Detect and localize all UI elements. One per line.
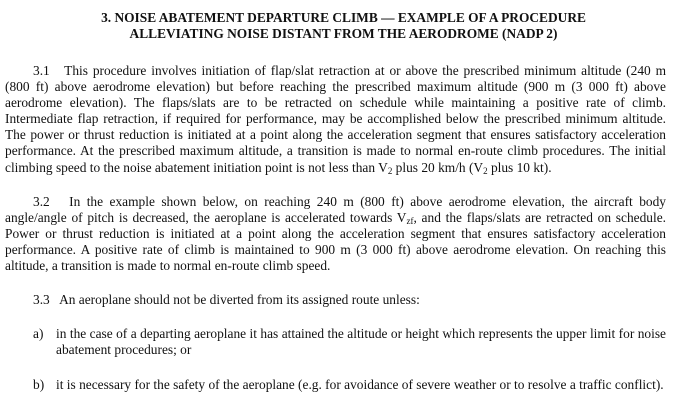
paragraph-3-1 bbox=[5, 63, 666, 176]
paragraph-text: In the example shown below, on reaching 240 m (800 ft) above aerodrome elevation, the aircraft body angle/angle of pitch is decreased, the aeroplane is accelerated towards V bbox=[5, 194, 666, 226]
list-item-text: it is necessary for the safety of the aeroplane (e.g. for avoidance of severe weather or to resolve a traffic conflict). bbox=[56, 377, 664, 392]
list-item-text: in the case of a departing aeroplane it has attained the altitude or height which represents the upper limit for noise abatement procedures; or bbox=[56, 326, 666, 358]
subscript: 2 bbox=[483, 165, 488, 176]
paragraph-number: 3.1 bbox=[33, 63, 50, 78]
section-heading-line-1: 3. NOISE ABATEMENT DEPARTURE CLIMB — EXAMPLE OF A PROCEDURE bbox=[101, 10, 586, 25]
paragraph-text: plus 10 kt). bbox=[487, 159, 552, 175]
subscript: 2 bbox=[387, 165, 393, 176]
paragraph-text: , and the flaps/slats are retracted on schedule. Power or thrust reduction is initiated at a point along the acceleration segment that ensures satisfactory acceleration performance. A positive rate of climb is maintained to 900 m (3 000 ft) above aerodrome elevation. On reaching this altitude, a transition is made to normal en-route climb speed. bbox=[5, 210, 667, 274]
subscript: zf bbox=[406, 216, 414, 227]
paragraph-number: 3.2 bbox=[33, 194, 50, 209]
list-marker: b) bbox=[33, 377, 45, 392]
paragraph-text: plus 20 km/h (V bbox=[392, 159, 484, 175]
paragraph-text: This procedure involves initiation of flap/slat retraction at or above the prescribed minimum altitude (240 m (800 ft) above aerodrome elevation) but before reaching the prescribed maximum altitude (900 m (3 000 ft) above aerodrome elevation). The flaps/slats are to be retracted on schedule while maintaining a positive rate of climb. Intermediate flap retraction, if required for performance, may be accomplished below the prescribed minimum altitude. The power or thrust reduction is initiated at a point along the acceleration segment that ensures satisfactory acceleration performance. At the prescribed maximum altitude, a transition is made to normal en-route climb procedures. The initial climbing speed to the noise abatement initiation point is not less than V bbox=[5, 63, 666, 175]
paragraph-3-2 bbox=[5, 194, 666, 274]
paragraph-number: 3.3 bbox=[33, 292, 50, 307]
list-marker: a) bbox=[33, 326, 44, 341]
section-heading-line-2: ALLEVIATING NOISE DISTANT FROM THE AERODROME (NADP 2) bbox=[129, 26, 558, 41]
paragraph-3-3 bbox=[33, 292, 420, 308]
paragraph-text: An aeroplane should not be diverted from its assigned route unless: bbox=[59, 292, 420, 307]
